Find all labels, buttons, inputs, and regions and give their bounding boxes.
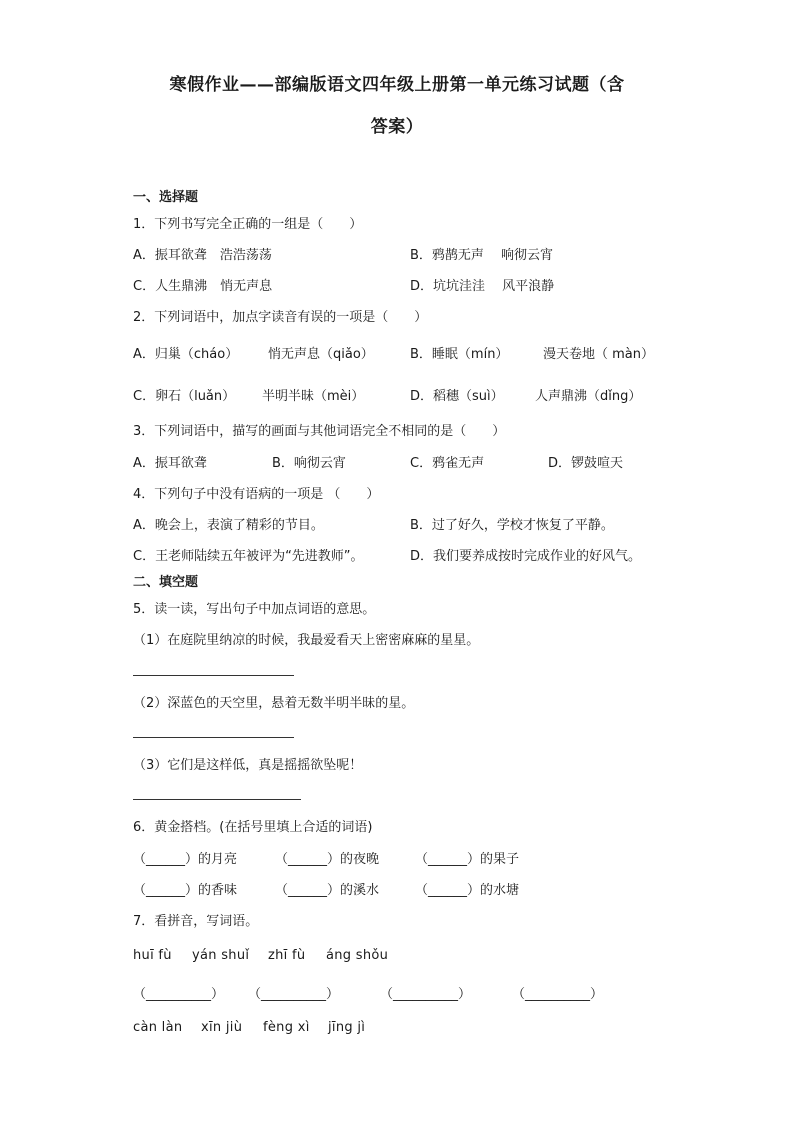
q6-item: （______）的水塘 xyxy=(415,883,520,898)
q7-answer-blank[interactable]: （__________） xyxy=(512,987,604,1002)
q7-pinyin: xīn jiù xyxy=(201,1020,243,1035)
q7-answer-blank[interactable]: （__________） xyxy=(248,987,340,1002)
q5-sentence-1: （1）在庭院里纳凉的时候，我最爱看天上密密麻麻的星星。 xyxy=(133,633,480,648)
document-title-line-2: 答案） xyxy=(370,117,424,137)
q4-option-d: D．我们要养成按时完成作业的好风气。 xyxy=(410,549,642,564)
q7-pinyin: zhī fù xyxy=(268,948,306,963)
q6-item: （______）的夜晚 xyxy=(275,852,380,867)
q3-stem: 3．下列词语中，描写的画面与其他词语完全不相同的是（ ） xyxy=(133,424,506,439)
q7-answer-blank[interactable]: （__________） xyxy=(133,987,225,1002)
q4-option-c: C．王老师陆续五年被评为“先进教师”。 xyxy=(133,549,364,564)
q2-stem: 2．下列词语中，加点字读音有误的一项是（ ） xyxy=(133,310,428,325)
q5-sentence-2: （2）深蓝色的天空里，悬着无数半明半昧的星。 xyxy=(133,696,415,711)
q2-option-c-word2: 半明半昧（mèi） xyxy=(262,389,365,404)
q7-pinyin: huī fù xyxy=(133,948,172,963)
q4-option-a: A．晚会上，表演了精彩的节目。 xyxy=(133,518,324,533)
q2-option-d-word1: D．稻穗（suì） xyxy=(410,389,504,404)
q6-item: （______）的果子 xyxy=(415,852,520,867)
q2-option-b-word1: B．睡眠（mín） xyxy=(410,347,509,362)
q5-answer-line-3[interactable] xyxy=(133,799,301,800)
q2-option-d-word2: 人声鼎沸（dǐng） xyxy=(535,389,642,404)
q1-option-b: B．鸦鹊无声 响彻云宵 xyxy=(410,248,554,263)
q7-pinyin: jīng jì xyxy=(328,1020,366,1035)
q3-option-c: C．鸦雀无声 xyxy=(410,456,485,471)
q6-stem: 6．黄金搭档。(在括号里填上合适的词语) xyxy=(133,820,373,835)
q2-option-a-word2: 悄无声息（qiǎo） xyxy=(268,347,374,362)
q3-option-d: D．锣鼓喧天 xyxy=(548,456,624,471)
q2-option-a-word1: A．归巢（cháo） xyxy=(133,347,239,362)
q4-option-b: B．过了好久，学校才恢复了平静。 xyxy=(410,518,614,533)
q1-option-d: D．坑坑洼洼 风平浪静 xyxy=(410,279,555,294)
section-heading-fill: 二、填空题 xyxy=(133,575,199,590)
q4-stem: 4．下列句子中没有语病的一项是 （ ） xyxy=(133,487,380,502)
q6-item: （______）的溪水 xyxy=(275,883,380,898)
q5-stem: 5．读一读，写出句子中加点词语的意思。 xyxy=(133,602,376,617)
q7-pinyin: áng shǒu xyxy=(326,948,389,963)
q7-answer-blank[interactable]: （__________） xyxy=(380,987,472,1002)
q7-pinyin: fèng xì xyxy=(263,1020,310,1035)
document-title-line-1: 寒假作业——部编版语文四年级上册第一单元练习试题（含 xyxy=(169,75,625,95)
q3-option-a: A．振耳欲聋 xyxy=(133,456,207,471)
q3-option-b: B．响彻云宵 xyxy=(272,456,346,471)
q1-option-a: A．振耳欲聋 浩浩荡荡 xyxy=(133,248,272,263)
q1-option-c: C．人生鼎沸 悄无声息 xyxy=(133,279,273,294)
q5-answer-line-1[interactable] xyxy=(133,675,294,676)
q2-option-b-word2: 漫天卷地（ màn） xyxy=(543,347,655,362)
q2-option-c-word1: C．卵石（luǎn） xyxy=(133,389,236,404)
q1-stem: 1．下列书写完全正确的一组是（ ） xyxy=(133,217,363,232)
q7-pinyin: yán shuǐ xyxy=(192,948,250,963)
q5-sentence-3: （3）它们是这样低，真是摇摇欲坠呢！ xyxy=(133,758,363,773)
q7-stem: 7．看拼音，写词语。 xyxy=(133,914,259,929)
section-heading-choice: 一、选择题 xyxy=(133,190,199,205)
q6-item: （______）的香味 xyxy=(133,883,238,898)
q7-pinyin: càn làn xyxy=(133,1020,183,1035)
q5-answer-line-2[interactable] xyxy=(133,737,294,738)
q6-item: （______）的月亮 xyxy=(133,852,238,867)
